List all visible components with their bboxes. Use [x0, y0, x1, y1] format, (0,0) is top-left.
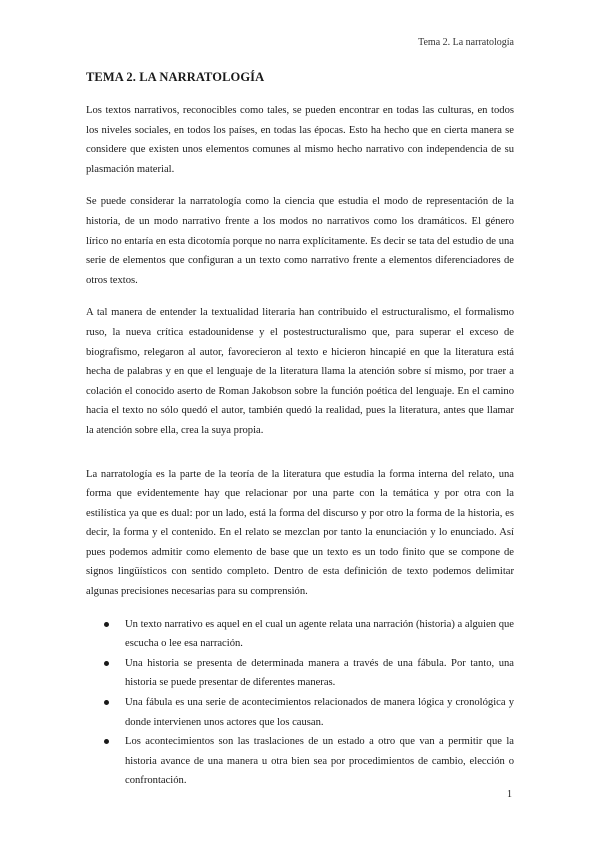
paragraph-3: A tal manera de entender la textualidad literaria han contribuido el estructuralismo, el formalismo ruso, la nueva crítica estadounidense y el postestructuralismo que, para superar el exceso de biografismo, relegaron al autor, favorecieron al texto e hicieron hincapié en que la literatura está hecha de palabras y en que el lenguaje de la literatura llama la atención sobre sí mismo, por traer a colación el conocido aserto de Roman Jakobson sobre la función poética del lenguaje. En el camino hacia el texto no sólo quedó el autor, también quedó la realidad, pues la literatura, antes que llamar la atención sobre ella, crea la suya propia.	[86, 307, 514, 436]
list-item-text: Un texto narrativo es aquel en el cual un agente relata una narración (historia) a alguien que escucha o lee esa narración.	[125, 618, 514, 650]
document-title: TEMA 2. LA NARRATOLOGÍA	[86, 70, 265, 84]
list-item	[96, 693, 514, 732]
bullet-icon	[104, 700, 109, 705]
list-item	[96, 732, 514, 791]
page-content	[86, 70, 514, 791]
bullet-list	[86, 615, 514, 791]
list-item-text: Una fábula es una serie de acontecimientos relacionados de manera lógica y cronológica y donde intervienen unos actores que los causan.	[125, 697, 514, 728]
list-item-text: Los acontecimientos son las traslaciones de un estado a otro que van a permitir que la historia avance de una manera u otra bien sea por procedimientos de cambio, elección o confrontación.	[125, 736, 514, 787]
list-item	[96, 654, 514, 693]
page-number: 1	[507, 789, 512, 800]
paragraph-1: Los textos narrativos, reconocibles como tales, se pueden encontrar en todas las culturas, en todos los niveles sociales, en todos los países, en todas las épocas. Esto ha hecho que en cierta manera se considere que existen unos elementos comunes al mismo hecho narrativo con independencia de su plasmación material.	[86, 105, 514, 175]
paragraph-2: Se puede considerar la narratología como la ciencia que estudia el modo de representación de la historia, de un modo narrativo frente a los modos no narrativos como los dramáticos. El género lírico no entaría en esta dicotomía porque no narra explícitamente. Es decir se tata del estudio de una serie de elementos que configuran a un texto como narrativo frente a elementos diferenciadores de otros textos.	[86, 196, 514, 286]
list-item-text: Una historia se presenta de determinada manera a través de una fábula. Por tanto, una historia se puede presentar de diferentes maneras.	[125, 657, 514, 689]
running-header: Tema 2. La narratología	[418, 37, 514, 48]
bullet-icon	[104, 739, 109, 744]
list-item	[96, 615, 514, 654]
paragraph-4: La narratología es la parte de la teoría de la literatura que estudia la forma interna del relato, una forma que evidentemente hay que relacionar por una parte con la temática y por otra con la estilística ya que es dual: por un lado, está la forma del discurso y por otro la forma de la historia, es decir, la forma y el contenido. En el relato se mezclan por tanto la enunciación y lo enunciado. Así pues podemos admitir como elemento de base que un texto es un todo finito que se compone de signos lingüísticos con sentido completo. Dentro de esta definición de texto podemos delimitar algunas precisiones necesarias para su comprensión.	[86, 468, 514, 598]
bullet-icon	[104, 622, 109, 627]
bullet-icon	[104, 661, 109, 666]
